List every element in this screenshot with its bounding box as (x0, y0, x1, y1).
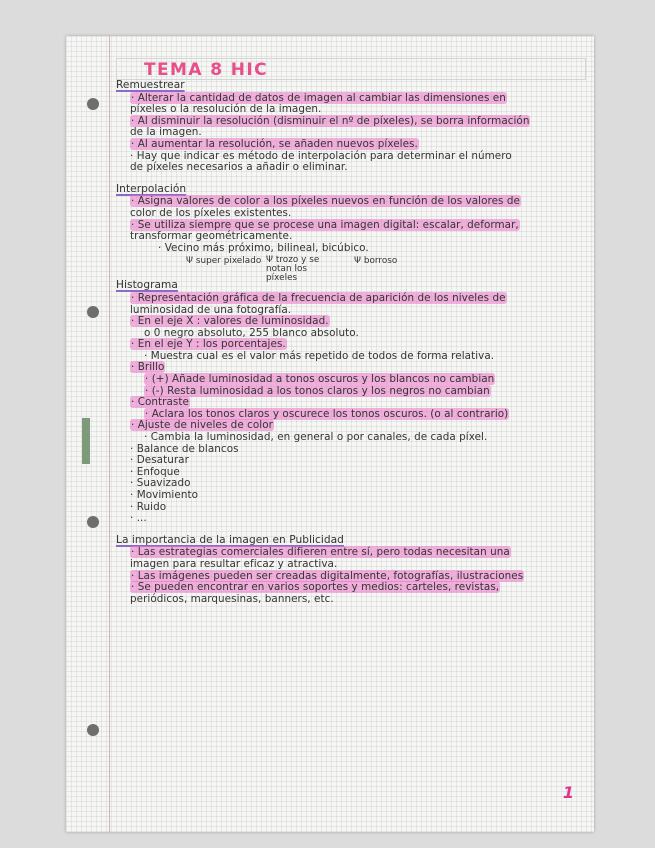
interpolation-annotations (116, 254, 586, 284)
note-line: · Desaturar (130, 454, 189, 467)
annotation-text: Ψ trozo y se notan los píxeles (266, 255, 320, 284)
note-line: de píxeles necesarios a añadir o eliminar. (130, 161, 348, 174)
note-line: · Las imágenes pueden ser creadas digitalmente, fotografías, ilustraciones (131, 569, 524, 582)
note-line: · Aclara los tonos claros y oscurece los tonos oscuros. (o al contrario) (145, 407, 509, 420)
note-line: · (+) Añade luminosidad a tonos oscuros y los blancos no cambian (145, 373, 495, 386)
note-line: o 0 negro absoluto, 255 blanco absoluto. (144, 326, 359, 339)
note-line: periódicos, marquesinas, banners, etc. (130, 592, 334, 605)
notebook-page (66, 36, 594, 832)
note-line: · Contraste (131, 396, 189, 409)
section-publicidad (116, 535, 586, 606)
section-heading: Interpolación (116, 182, 187, 195)
annotation-text: Ψ borroso (354, 256, 398, 267)
note-line: luminosidad de una fotografía. (130, 303, 292, 316)
note-line: transformar geométricamente. (130, 230, 293, 243)
note-line: · Ajuste de niveles de color (131, 419, 273, 432)
note-line: · Las estrategias comerciales difieren entre sí, pero todas necesitan una (131, 546, 510, 559)
note-line: píxeles o la resolución de la imagen. (130, 103, 322, 116)
note-line: · Muestra cual es el valor más repetido de todos de forma relativa. (144, 349, 495, 362)
note-line: · Balance de blancos (130, 442, 239, 455)
note-line: · Enfoque (130, 465, 180, 478)
section-heading: Remuestrear (116, 79, 185, 91)
binder-hole (87, 306, 99, 318)
note-line: · En el eje Y : los porcentajes. (131, 338, 286, 351)
notes-content (116, 78, 586, 605)
binder-hole (87, 724, 99, 736)
section-interpolacion (116, 182, 586, 284)
section-heading: Histograma (116, 279, 178, 292)
margin-line (109, 36, 110, 832)
note-line: · Alterar la cantidad de datos de imagen al cambiar las dimensiones en (131, 91, 506, 104)
note-line: · Al aumentar la resolución, se añaden nuevos píxeles. (131, 137, 418, 150)
note-line: · Vecino más próximo, bilineal, bicúbico. (158, 241, 369, 254)
note-line: · Al disminuir la resolución (disminuir el nº de píxeles), se borra información (131, 114, 530, 127)
section-remuestrear (116, 80, 586, 174)
note-line: · Ruido (130, 500, 167, 513)
note-line: · Brillo (131, 361, 165, 374)
note-line: · Movimiento (130, 489, 198, 501)
note-line: · Hay que indicar es método de interpolación para determinar el número (130, 149, 512, 162)
note-line: de la imagen. (130, 126, 202, 139)
note-line: · Representación gráfica de la frecuencia de aparición de los niveles de (131, 291, 506, 304)
note-line: · Suavizado (130, 477, 191, 490)
page-title: TEMA 8 HIC (144, 60, 268, 80)
note-line: · Cambia la luminosidad, en general o por canales, de cada píxel. (144, 431, 488, 444)
annotation-text: Ψ super pixelado (186, 256, 262, 267)
brand-strip (82, 418, 90, 464)
note-line: · Se utiliza siempre que se procese una imagen digital: escalar, deformar, (131, 218, 519, 231)
section-histograma (116, 280, 586, 524)
page-number: 1 (562, 783, 574, 802)
section-heading: La importancia de la imagen en Publicidad (116, 533, 344, 546)
note-line: imagen para resultar eficaz y atractiva. (130, 557, 338, 570)
binder-hole (87, 98, 99, 110)
note-line: color de los píxeles existentes. (130, 206, 292, 219)
note-line: · ... (130, 512, 147, 525)
binder-hole (87, 516, 99, 528)
note-line: · (-) Resta luminosidad a los tonos claros y los negros no cambian (145, 384, 490, 397)
note-line: · Se pueden encontrar en varios soportes y medios: carteles, revistas, (131, 581, 500, 594)
note-line: · Asigna valores de color a los píxeles nuevos en función de los valores de (131, 195, 520, 208)
note-line: · En el eje X : valores de luminosidad. (131, 315, 329, 328)
